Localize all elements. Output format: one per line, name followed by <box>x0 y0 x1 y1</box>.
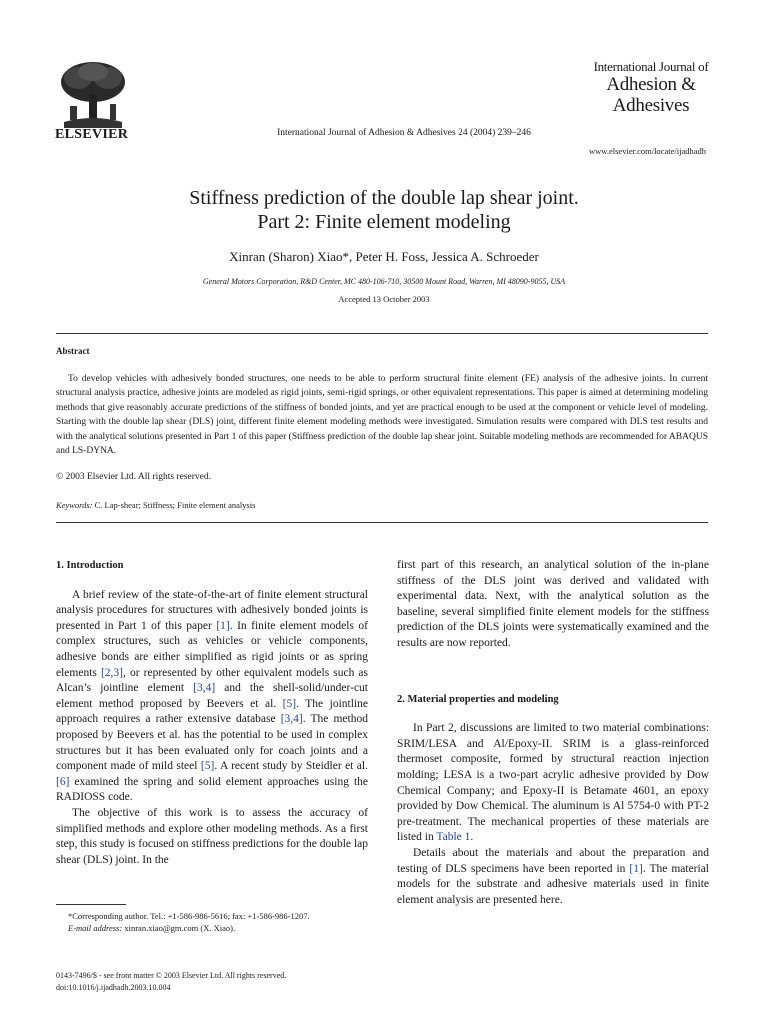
keywords-label: Keywords: <box>56 500 93 510</box>
abstract-copyright: © 2003 Elsevier Ltd. All rights reserved. <box>56 472 211 482</box>
front-matter <box>56 970 286 993</box>
intro-paragraph-1: A brief review of the state-of-the-art of finite element structural analysis procedures for structures with adhesively bonded joints is presented in Part 1 of this paper [1]. In finite element models of complex structures, such as vehicles or vehicle components, adhesive bonds are either simplified as rigid joints or as spring elements [2,3], or represented by other equivalent models such as Alcan’s jointline element [3,4] and the shell-solid/under-cut element method proposed by Beevers et al. [5]. The jointline approach requires a rather extensive database [3,4]. The method proposed by Beevers et al. has the potential to be used in complex structures but it has been evaluated only for coach joints and a component made of mild steel [5]. A recent study by Steidler et al. [6] examined the spring and solid element approaches using the RADIOSS code. <box>56 588 369 804</box>
right-column <box>397 558 709 908</box>
divider <box>56 333 708 334</box>
title-line-1: Stiffness prediction of the double lap shear joint. <box>189 187 579 209</box>
journal-logo-line1: International Journal of <box>593 59 709 74</box>
affiliation: General Motors Corporation, R&D Center, MC 480-106-710, 30500 Mount Road, Warren, MI 48090-9055, USA <box>202 277 566 286</box>
authors: Xinran (Sharon) Xiao*, Peter H. Foss, Jessica A. Schroeder <box>229 249 539 264</box>
journal-logo-line2: Adhesion & <box>606 74 696 95</box>
abstract-heading: Abstract <box>56 346 90 356</box>
footnote-email: E-mail address: xinran.xiao@gm.com (X. Xiao). <box>68 922 236 933</box>
citation-link[interactable]: [5] <box>200 760 215 773</box>
journal-logo <box>592 60 710 116</box>
intro-continuation: first part of this research, an analytical solution of the in-plane stiffness of the DLS joint was derived and validated with experimental data. Next, with the analytical solution as the baseline, several simplified finite element models for the stiffness prediction of the DLS joints were systematically examined and the results are now reported. <box>397 559 709 649</box>
article-title <box>0 186 768 234</box>
journal-url[interactable]: www.elsevier.com/locate/ijadhadh <box>589 146 706 156</box>
keywords-text: C. Lap-shear; Stiffness; Finite element analysis <box>94 500 256 510</box>
citation-link[interactable]: [5] <box>282 697 297 710</box>
title-line-2: Part 2: Finite element modeling <box>257 211 511 233</box>
accepted-date: Accepted 13 October 2003 <box>338 294 430 304</box>
issn: 0143-7496/$ - see front matter © 2003 Elsevier Ltd. All rights reserved. <box>56 971 287 980</box>
left-column <box>56 558 368 868</box>
footnote-rule <box>56 904 126 905</box>
footnote <box>56 911 368 934</box>
abstract-body: To develop vehicles with adhesively bonded structures, one needs to be able to perform structural finite element (FE) analysis of the adhesive joints. In current structural analysis practice, adhesive joints are modeled as rigid joints, semi-rigid springs, or other equivalent representations. This paper is aimed at determining modeling methods that give reasonably accurate predictions of the stiffness of bonded joints, and yet are practical enough to be used at the component or vehicle level of modeling. Starting with the double lap shear (DLS) joint, different finite element modeling methods were investigated. Simulation results were compared with DLS test results and with the analytical solutions presented in Part 1 of this paper (Stiffness prediction of the double lap shear joint. Suitable modeling methods are recommended for ABAQUS and LS-DYNA. <box>56 374 708 457</box>
section-2-heading: 2. Material properties and modeling <box>397 693 559 705</box>
publisher-name: ELSEVIER <box>55 127 129 142</box>
doi[interactable]: doi:10.1016/j.ijadhadh.2003.10.004 <box>56 982 171 992</box>
keywords <box>56 500 255 510</box>
citation-link[interactable]: [3,4] <box>193 682 216 695</box>
citation-link[interactable]: [1] <box>629 862 643 875</box>
section-1-heading: 1. Introduction <box>56 560 124 571</box>
journal-logo-line3: Adhesives <box>612 95 690 116</box>
materials-paragraph-2: Details about the materials and about the preparation and testing of DLS specimens have been reported in [1]. The material models for the substrate and adhesive materials used in finite element analysis are presented here. <box>397 846 709 906</box>
citation-link[interactable]: [6] <box>56 775 70 788</box>
intro-paragraph-2: The objective of this work is to assess the accuracy of simplified methods and explore other modeling methods. As a first step, this study is focused on stiffness predictions for the double lap shear (DLS) joint. In the <box>56 806 368 866</box>
table-link[interactable]: Table 1 <box>436 831 471 844</box>
citation-link[interactable]: [3,4] <box>280 713 303 726</box>
materials-paragraph-1: In Part 2, discussions are limited to two material combinations: SRIM/LESA and Al/Epoxy-II. SRIM is a glass-reinforced thermoset composite, formed by structural reaction injection molding; LESA is a two-part acrylic adhesive provided by Dow Chemical Company; and Epoxy-II is Betamate 4601, an epoxy provided by Dow Chemical. The aluminum is Al 5754-0 with PT-2 pre-treatment. The mechanical properties of these materials are listed in Table 1. <box>397 722 709 844</box>
citation-link[interactable]: [1] <box>216 619 230 632</box>
divider <box>56 522 708 523</box>
citation-link[interactable]: [2,3] <box>100 666 124 679</box>
journal-citation: International Journal of Adhesion & Adhesives 24 (2004) 239–246 <box>277 128 531 138</box>
footnote-corresponding: *Corresponding author. Tel.: +1-586-986-5616; fax: +1-586-986-1207. <box>68 911 310 921</box>
